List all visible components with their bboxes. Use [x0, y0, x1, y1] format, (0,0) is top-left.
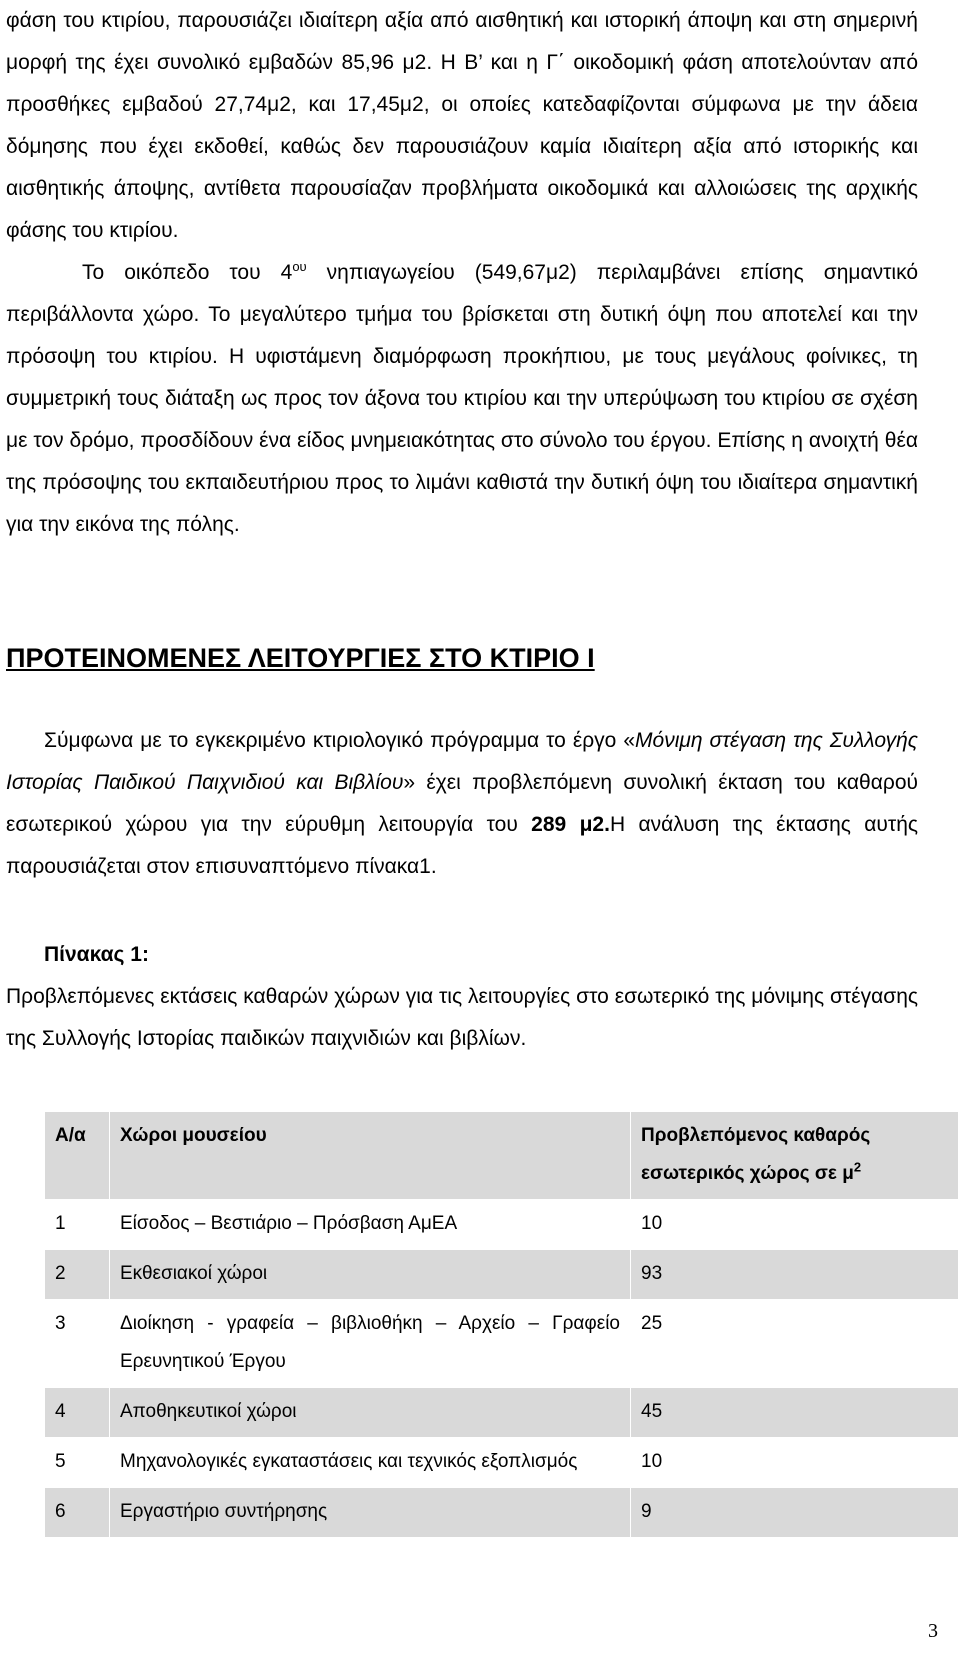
row-num: 6 [45, 1488, 110, 1538]
row-space: Αποθηκευτικοί χώροι [110, 1388, 631, 1438]
paragraph-plot [6, 252, 918, 546]
page-number: 3 [928, 1620, 938, 1642]
row-area: 9 [631, 1488, 959, 1538]
table-row [45, 1300, 959, 1388]
row-space: Είσοδος – Βεστιάριο – Πρόσβαση ΑμΕΑ [110, 1200, 631, 1250]
areas-table [44, 1111, 959, 1538]
row-area: 25 [631, 1300, 959, 1388]
row-area: 45 [631, 1388, 959, 1438]
paragraph-building-phases: φάση του κτιρίου, παρουσιάζει ιδιαίτερη αξία από αισθητική και ιστορική άποψη και στη σημερινή μορφή της έχει συνολικό εμβαδών 85,96 μ2. Η Β’ και η Γ΄ οικοδομική φάση αποτελούνταν από προσθήκες εμβαδού 27,74μ2, και 17,45μ2, οι οποίες κατεδαφίζονται σύμφωνα με την άδεια δόμησης που έχει εκδοθεί, καθώς δεν παρουσιάζουν καμία ιδιαίτερη αξία από ιστορικής και αισθητικής άποψης, αντίθετα παρουσίαζαν προβλήματα οικοδομικά και αλλοιώσεις της αρχικής φάσης του κτιρίου. [6, 9, 918, 242]
table-caption-text: Προβλεπόμενες εκτάσεις καθαρών χώρων για τις λειτουργίες στο εσωτερικό της μόνιμης στέγασης της Συλλογής Ιστορίας παιδικών παιχνιδιών και βιβλίων. [6, 985, 918, 1050]
plot-text-rest: νηπιαγωγείου (549,67μ2) περιλαμβάνει επίσης σημαντικό περιβάλλοντα χώρο. Το μεγαλύτερο τμήμα του βρίσκεται στη δυτική όψη που αποτελεί και την πρόσοψη του κτιρίου. Η υφιστάμενη διαμόρφωση προκήπιου, με τους μεγάλους φοίνικες, τη συμμετρική τους διάταξη ως προς τον άξονα του κτιρίου και την υπερύψωση του κτιρίου σε σχέση με τον δρόμο, προσδίδουν ένα είδος μνημειακότητας στο σύνολο του έργου. Επίσης η ανοιχτή θέα της πρόσοψης του εκπαιδευτήριου προς το λιμάνι καθιστά την δυτική όψη του ιδιαίτερα σημαντική για την εικόνα της πόλης. [6, 261, 919, 536]
plot-text-start: Το οικόπεδο του 4 [82, 261, 293, 284]
intro-text [6, 0, 918, 546]
row-num: 5 [45, 1438, 110, 1488]
table-header-row [45, 1112, 959, 1200]
program-text-mid: » έχει προβλεπόμενη συνολική έκταση του καθαρού εσωτερικού χώρου για την εύρυθμη λειτουργία του [6, 771, 918, 836]
program-text [6, 720, 918, 888]
header-area-superscript: 2 [853, 1159, 862, 1175]
table-row [45, 1438, 959, 1488]
ordinal-superscript: ου [292, 259, 307, 274]
row-area: 93 [631, 1250, 959, 1300]
row-area: 10 [631, 1438, 959, 1488]
project-title: Μόνιμη στέγαση της Συλλογής Ιστορίας Παιδικού Παιχνιδιού και Βιβλίου [6, 729, 918, 794]
total-area: 289 μ2. [531, 813, 610, 836]
row-num: 4 [45, 1388, 110, 1438]
header-num: Α/α [45, 1112, 110, 1200]
program-paragraph [6, 720, 918, 888]
table-row [45, 1250, 959, 1300]
row-space: Εκθεσιακοί χώροι [110, 1250, 631, 1300]
row-space: Μηχανολογικές εγκαταστάσεις και τεχνικός εξοπλισμός [110, 1438, 631, 1488]
row-num: 3 [45, 1300, 110, 1388]
header-space: Χώροι μουσείου [110, 1112, 631, 1200]
table-row [45, 1200, 959, 1250]
table-row [45, 1488, 959, 1538]
program-text-end: Η ανάλυση της έκτασης αυτής παρουσιάζεται στον επισυναπτόμενο πίνακα1. [6, 813, 919, 878]
section-heading: ΠΡΟΤΕΙΝΟΜΕΝΕΣ ΛΕΙΤΟΥΡΓΙΕΣ ΣΤΟ ΚΤΙΡΙΟ Ι [6, 643, 595, 673]
header-area [631, 1112, 959, 1200]
header-area-text: Προβλεπόμενος καθαρός εσωτερικός χώρος σε μ [641, 1125, 871, 1184]
row-space: Εργαστήριο συντήρησης [110, 1488, 631, 1538]
table-caption [6, 976, 918, 1060]
row-num: 2 [45, 1250, 110, 1300]
table-caption-title: Πίνακας 1: [44, 943, 149, 966]
row-area: 10 [631, 1200, 959, 1250]
row-space: Διοίκηση - γραφεία – βιβλιοθήκη – Αρχείο – Γραφείο Ερευνητικού Έργου [110, 1300, 631, 1388]
row-num: 1 [45, 1200, 110, 1250]
program-text-start: Σύμφωνα με το εγκεκριμένο κτιριολογικό πρόγραμμα το έργο « [44, 729, 636, 752]
table-row [45, 1388, 959, 1438]
